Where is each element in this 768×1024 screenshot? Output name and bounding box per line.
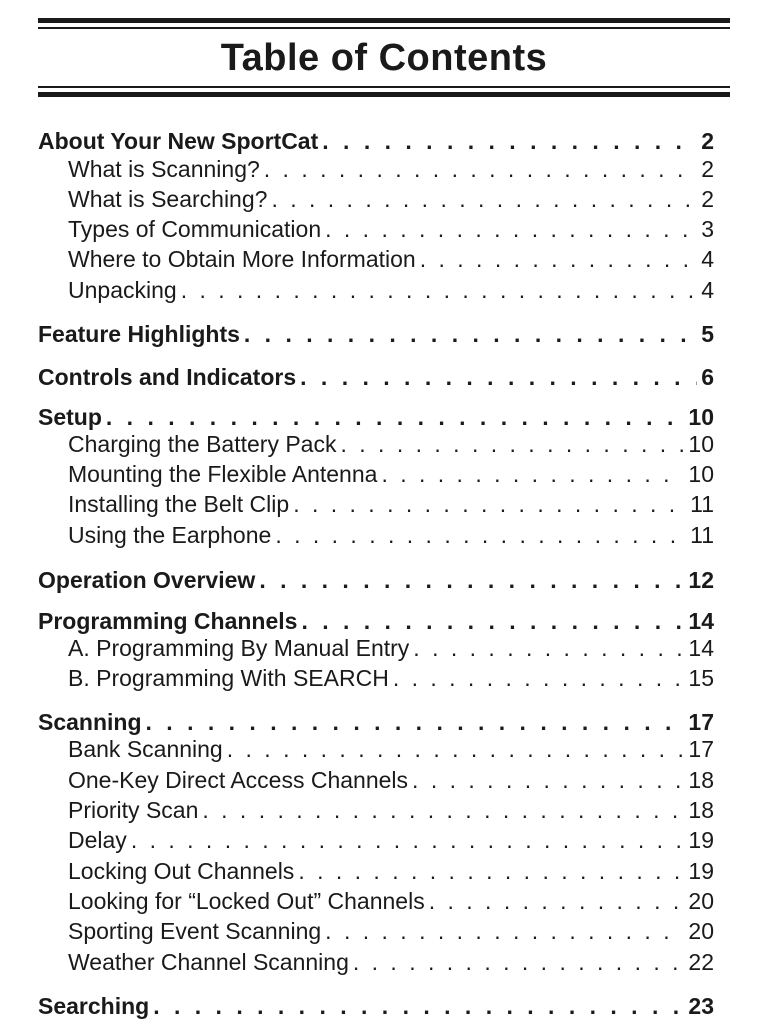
toc-subsection-entry — [68, 186, 714, 213]
toc-entry-page-number: 20 — [688, 918, 714, 944]
dot-leader — [325, 216, 697, 243]
toc-entry-page-number: 2 — [701, 156, 714, 182]
toc-entry-page-number: 10 — [688, 404, 714, 430]
toc-subsection-entry — [68, 431, 714, 458]
dot-leader — [298, 858, 684, 885]
toc-entry-label: Controls and Indicators — [38, 364, 297, 390]
dot-leader — [259, 567, 684, 594]
page-title: Table of Contents — [220, 37, 548, 79]
toc-subsection-entry — [68, 216, 714, 243]
toc-entry-label: Operation Overview — [38, 567, 256, 593]
toc-subsection-entry — [68, 491, 714, 518]
toc-subsection-entry — [68, 888, 714, 915]
toc-section-entry — [38, 321, 714, 348]
toc-entry-label: One-Key Direct Access Channels — [68, 767, 409, 793]
toc-entry-page-number: 6 — [701, 364, 714, 390]
toc-entry-page-number: 23 — [688, 993, 714, 1019]
toc-entry-label: Types of Communication — [68, 216, 322, 242]
toc-entry-page-number: 15 — [688, 665, 714, 691]
toc-subsection-entry — [68, 949, 714, 976]
dot-leader — [293, 491, 686, 518]
toc-entry-label: Charging the Battery Pack — [68, 431, 337, 457]
dot-leader — [244, 321, 697, 348]
dot-leader — [325, 918, 684, 945]
toc-entry-page-number: 2 — [701, 186, 714, 212]
toc-entry-page-number: 14 — [688, 608, 714, 634]
toc-entry-label: Feature Highlights — [38, 321, 240, 347]
toc-entry-page-number: 10 — [688, 431, 714, 457]
dot-leader — [106, 404, 685, 431]
toc-entry-label: Scanning — [38, 709, 142, 735]
toc-entry-page-number: 19 — [688, 827, 714, 853]
toc-entry-label: Looking for “Locked Out” Channels — [68, 888, 425, 914]
toc-section-entry — [38, 567, 714, 594]
toc-section-entry — [38, 364, 714, 391]
toc-subsection-entry — [68, 156, 714, 183]
toc-entry-label: Locking Out Channels — [68, 858, 295, 884]
dot-leader — [300, 364, 697, 391]
toc-section-entry — [38, 128, 714, 155]
toc-entry-label: Searching — [38, 993, 150, 1019]
toc-entry-page-number: 5 — [701, 321, 714, 347]
toc-entry-page-number: 12 — [688, 567, 714, 593]
dot-leader — [181, 277, 698, 304]
toc-subsection-entry — [68, 858, 714, 885]
toc-subsection-entry — [68, 461, 714, 488]
toc-entry-page-number: 19 — [688, 858, 714, 884]
toc-subsection-entry — [68, 918, 714, 945]
toc-entry-page-number: 17 — [688, 709, 714, 735]
toc-subsection-entry — [68, 767, 714, 794]
toc-entry-page-number: 10 — [688, 461, 714, 487]
toc-entry-label: Priority Scan — [68, 797, 199, 823]
toc-section-entry — [38, 608, 714, 635]
toc-entry-label: Delay — [68, 827, 127, 853]
toc-entry-page-number: 22 — [688, 949, 714, 975]
toc-subsection-entry — [68, 736, 714, 763]
toc-entry-label: Setup — [38, 404, 102, 430]
toc-entry-label: Weather Channel Scanning — [68, 949, 349, 975]
toc-subsection-entry — [68, 827, 714, 854]
toc-entry-page-number: 17 — [688, 736, 714, 762]
bottom-rule-thin — [38, 86, 730, 88]
dot-leader — [381, 461, 684, 488]
dot-leader — [353, 949, 685, 976]
dot-leader — [420, 246, 697, 273]
toc-entry-label: Programming Channels — [38, 608, 298, 634]
toc-entry-page-number: 3 — [701, 216, 714, 242]
dot-leader — [322, 128, 697, 155]
toc-entry-label: What is Searching? — [68, 186, 268, 212]
dot-leader — [429, 888, 685, 915]
bottom-rule-thick — [38, 92, 730, 97]
dot-leader — [412, 767, 684, 794]
toc-entry-label: Bank Scanning — [68, 736, 223, 762]
toc-entry-page-number: 11 — [690, 522, 714, 548]
toc-entry-label: Where to Obtain More Information — [68, 246, 416, 272]
toc-entry-page-number: 18 — [688, 767, 714, 793]
toc-subsection-entry — [68, 665, 714, 692]
toc-section-entry — [38, 404, 714, 431]
dot-leader — [413, 635, 684, 662]
toc-entry-page-number: 4 — [701, 277, 714, 303]
dot-leader — [227, 736, 685, 763]
toc-entry-label: Installing the Belt Clip — [68, 491, 290, 517]
top-rule-thin — [38, 27, 730, 29]
toc-entry-label: Using the Earphone — [68, 522, 272, 548]
toc-entry-label: Mounting the Flexible Antenna — [68, 461, 378, 487]
dot-leader — [264, 156, 697, 183]
toc-subsection-entry — [68, 522, 714, 549]
toc-entry-label: A. Programming By Manual Entry — [68, 635, 410, 661]
dot-leader — [153, 993, 684, 1020]
toc-entry-page-number: 2 — [701, 128, 714, 154]
toc-entry-label: About Your New SportCat — [38, 128, 319, 154]
toc-subsection-entry — [68, 277, 714, 304]
toc-section-entry — [38, 709, 714, 736]
toc-entry-page-number: 18 — [688, 797, 714, 823]
top-rule-thick — [38, 18, 730, 23]
toc-subsection-entry — [68, 797, 714, 824]
dot-leader — [271, 186, 697, 213]
toc-entry-label: Unpacking — [68, 277, 177, 303]
toc-entry-page-number: 14 — [688, 635, 714, 661]
toc-entry-page-number: 4 — [701, 246, 714, 272]
dot-leader — [131, 827, 685, 854]
toc-subsection-entry — [68, 635, 714, 662]
dot-leader — [202, 797, 684, 824]
dot-leader — [340, 431, 684, 458]
dot-leader — [393, 665, 685, 692]
dot-leader — [275, 522, 686, 549]
toc-section-entry — [38, 993, 714, 1020]
dot-leader — [146, 709, 685, 736]
toc-entry-page-number: 20 — [688, 888, 714, 914]
toc-entry-label: Sporting Event Scanning — [68, 918, 322, 944]
dot-leader — [301, 608, 684, 635]
toc-subsection-entry — [68, 246, 714, 273]
toc-entry-label: B. Programming With SEARCH — [68, 665, 389, 691]
toc-entry-label: What is Scanning? — [68, 156, 260, 182]
toc-entry-page-number: 11 — [690, 491, 714, 517]
